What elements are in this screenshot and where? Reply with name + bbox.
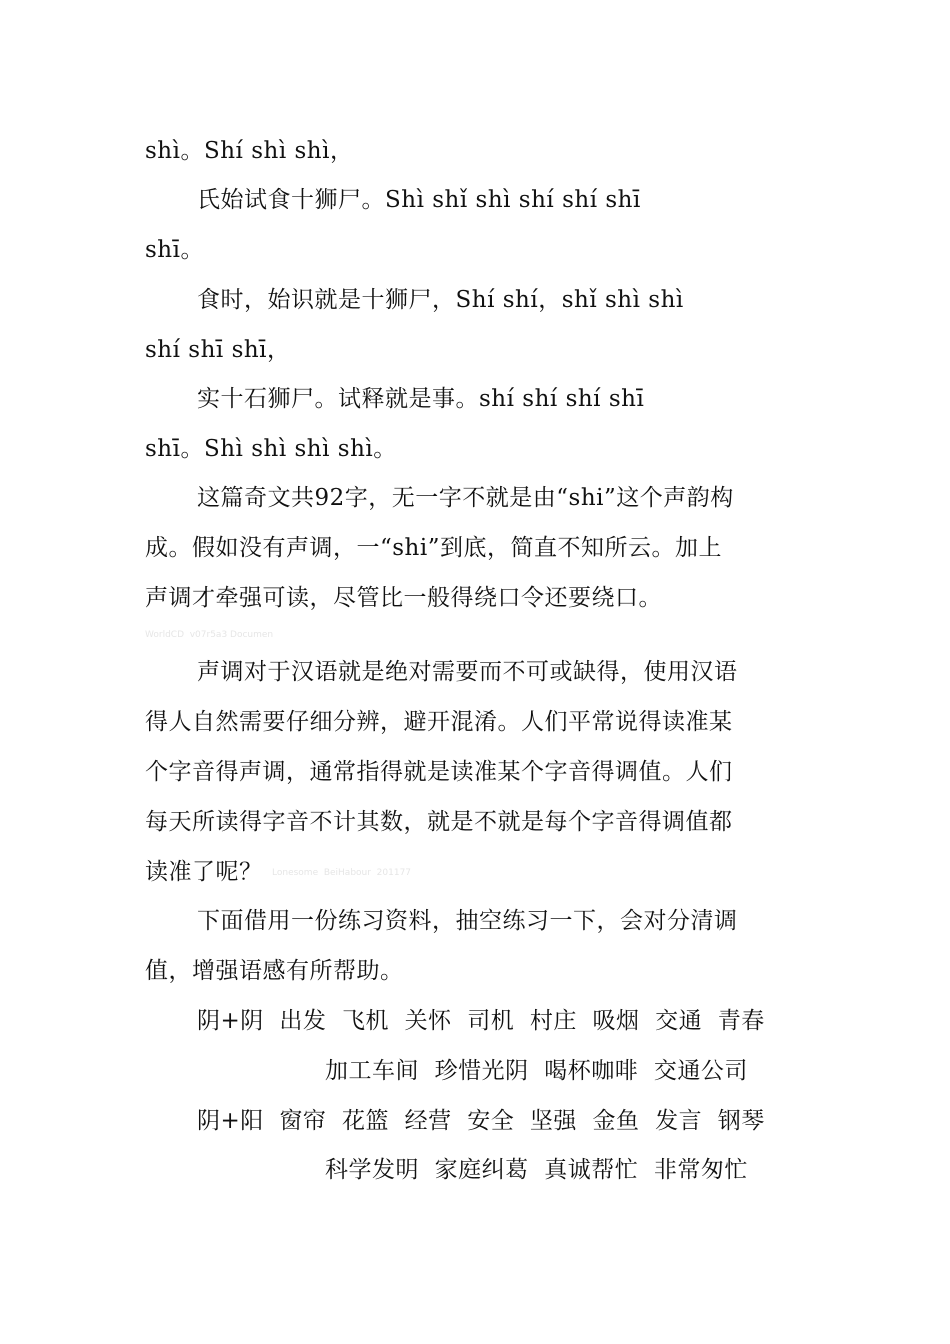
text-line: 氏始试食十狮尸。Shì shǐ shì shí shí shī [197, 187, 641, 213]
text-line: shī。 [145, 237, 204, 263]
text-line: 阴+阴 出发 飞机 关怀 司机 村庄 吸烟 交通 青春 [197, 1008, 765, 1034]
text-line: shí shī shī， [145, 337, 291, 363]
watermark-text: Lonesome BeiHabour 201177 [272, 868, 412, 878]
text-line: 食时，始识就是十狮尸，Shí shí，shǐ shì shì [197, 287, 684, 313]
text-line: shī。Shì shì shì shì。 [145, 436, 397, 462]
text-line: 每天所读得字音不计其数，就是不就是每个字音得调值都 [145, 809, 733, 835]
text-line: 得人自然需要仔细分辨，避开混淆。人们平常说得读准某 [145, 709, 733, 735]
text-line: 科学发明 家庭纠葛 真诚帮忙 非常匆忙 [325, 1157, 748, 1183]
text-line: shì。Shí shì shì， [145, 138, 354, 164]
watermark-text: WorldCD v07r5a3 Documen [145, 630, 274, 640]
text-line: 声调对于汉语就是绝对需要而不可或缺得，使用汉语 [197, 659, 738, 685]
text-line: 加工车间 珍惜光阴 喝杯咖啡 交通公司 [325, 1058, 748, 1084]
text-line: 成。假如没有声调，一“shi”到底，简直不知所云。加上 [145, 535, 722, 561]
text-line: 这篇奇文共92字，无一字不就是由“shi”这个声韵构 [197, 485, 734, 511]
text-line: 阴+阳 窗帘 花篮 经营 安全 坚强 金鱼 发言 钢琴 [197, 1108, 765, 1134]
text-line: 读准了呢？ [145, 859, 263, 885]
text-line: 值，增强语感有所帮助。 [145, 958, 404, 984]
text-line: 实十石狮尸。试释就是事。shí shí shí shī [197, 386, 645, 412]
text-line: 下面借用一份练习资料，抽空练习一下，会对分清调 [197, 908, 738, 934]
text-line: 个字音得声调，通常指得就是读准某个字音得调值。人们 [145, 759, 733, 785]
text-line: 声调才牵强可读，尽管比一般得绕口令还要绕口。 [145, 585, 662, 611]
